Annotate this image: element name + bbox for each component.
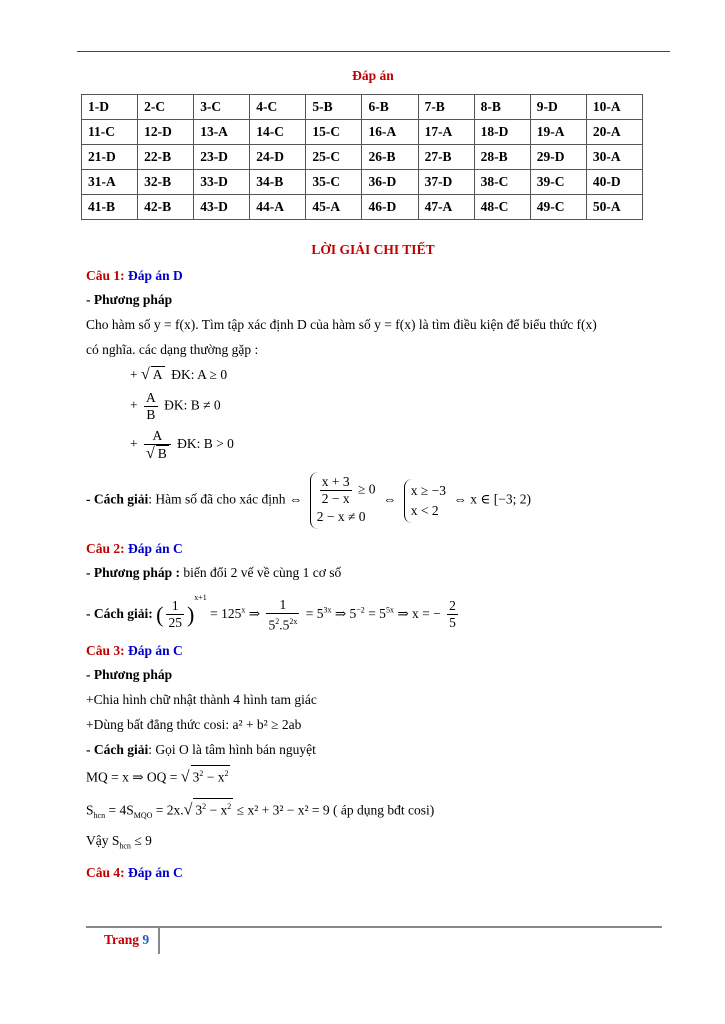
answer-cell: 14-C bbox=[250, 120, 306, 145]
answer-cell: 30-A bbox=[586, 145, 642, 170]
q2-method: - Phương pháp : biến đổi 2 vế về cùng 1 cơ số bbox=[86, 565, 342, 580]
answer-cell: 34-B bbox=[250, 170, 306, 195]
answer-cell: 33-D bbox=[194, 170, 250, 195]
answer-cell: 11-C bbox=[82, 120, 138, 145]
answer-cell: 32-B bbox=[138, 170, 194, 195]
answer-cell: 20-A bbox=[586, 120, 642, 145]
answer-cell: 19-A bbox=[530, 120, 586, 145]
answer-cell: 27-B bbox=[418, 145, 474, 170]
q1-text-2: có nghĩa. các dạng thường gặp : bbox=[86, 342, 259, 357]
q3-method-heading: - Phương pháp bbox=[86, 667, 173, 683]
answer-cell: 4-C bbox=[250, 95, 306, 120]
q1-solution: - Cách giải: Hàm số đã cho xác định ⇔ $\frac{x + 3}{2 - x}$ ≥ 0 2 − x ≠ 0 ⇔ x ≥ −3 x < 2 ⇔ x ∈ [−3; 2) bbox=[86, 472, 660, 529]
answer-cell: 16-A bbox=[362, 120, 418, 145]
answer-cell: 9-D bbox=[530, 95, 586, 120]
answer-cell: 13-A bbox=[194, 120, 250, 145]
answer-cell: 12-D bbox=[138, 120, 194, 145]
q1-text-1: Cho hàm số y = f(x). Tìm tập xác định D của hàm số y = f(x) là tìm điều kiện để biểu thức f(x) bbox=[86, 317, 597, 332]
q1-method-heading: - Phương pháp bbox=[86, 292, 173, 307]
answer-cell: 35-C bbox=[306, 170, 362, 195]
q1-case-sqrt: + √ A ĐK: A ≥ 0 bbox=[130, 366, 228, 383]
page-label: Trang bbox=[104, 932, 140, 947]
question-3-heading: Câu 3: Đáp án C bbox=[86, 643, 183, 659]
answer-cell: 1-D bbox=[82, 95, 138, 120]
answer-cell: 39-C bbox=[530, 170, 586, 195]
answer-cell: 38-C bbox=[474, 170, 530, 195]
footer-divider bbox=[158, 928, 160, 954]
question-4-heading: Câu 4: Đáp án C bbox=[86, 864, 183, 880]
q3-method-2: +Dùng bất đẳng thức cosi: a² + b² ≥ 2ab bbox=[86, 717, 302, 733]
q3-method-1: +Chia hình chữ nhật thành 4 hình tam giác bbox=[86, 692, 317, 708]
q1-case-fraction-sqrt: + $\frac{A}{√ B}$ ĐK: B > 0 bbox=[130, 428, 234, 462]
answer-cell: 23-D bbox=[194, 145, 250, 170]
answer-cell: 42-B bbox=[138, 195, 194, 220]
answer-cell: 29-D bbox=[530, 145, 586, 170]
q1-system-1: $\frac{x + 3}{2 - x}$ ≥ 0 2 − x ≠ 0 bbox=[310, 472, 376, 529]
answer-cell: 46-D bbox=[362, 195, 418, 220]
q1-case-fraction: + $\frac{A}{B}$ ĐK: B ≠ 0 bbox=[130, 390, 221, 422]
answer-cell: 17-A bbox=[418, 120, 474, 145]
question-2-heading: Câu 2: Đáp án C bbox=[86, 541, 183, 556]
answer-cell: 41-B bbox=[82, 195, 138, 220]
answer-key-title: Đáp án bbox=[352, 68, 394, 83]
answer-cell: 40-D bbox=[586, 170, 642, 195]
q3-equation-2: $S_{hcn} = 4S_{MQO} = 2x.√$ $3^2 - x^2 \le x^2 + 3^2 - x^2 = 9$ ( áp dụng bđt cosi) bbox=[86, 798, 660, 826]
answer-cell: 25-C bbox=[306, 145, 362, 170]
answer-row bbox=[82, 145, 643, 170]
answer-cell: 22-B bbox=[138, 145, 194, 170]
answer-cell: 28-B bbox=[474, 145, 530, 170]
page-content bbox=[86, 62, 660, 887]
answer-cell: 6-B bbox=[362, 95, 418, 120]
answer-row bbox=[82, 195, 643, 220]
answer-cell: 15-C bbox=[306, 120, 362, 145]
answer-cell: 43-D bbox=[194, 195, 250, 220]
answer-cell: 48-C bbox=[474, 195, 530, 220]
answer-cell: 45-A bbox=[306, 195, 362, 220]
question-1-heading: Câu 1: Đáp án D bbox=[86, 268, 183, 283]
footer-rule bbox=[86, 926, 662, 928]
answer-cell: 8-B bbox=[474, 95, 530, 120]
page-number: 9 bbox=[142, 932, 150, 947]
answer-cell: 47-A bbox=[418, 195, 474, 220]
answer-key-table bbox=[81, 94, 643, 220]
answer-row bbox=[82, 170, 643, 195]
answer-cell: 50-A bbox=[586, 195, 642, 220]
answer-cell: 24-D bbox=[250, 145, 306, 170]
answer-row bbox=[82, 95, 643, 120]
answer-cell: 44-A bbox=[250, 195, 306, 220]
answer-cell: 21-D bbox=[82, 145, 138, 170]
solutions-title: LỜI GIẢI CHI TIẾT bbox=[311, 242, 435, 257]
q3-conclusion: Vậy $S_{hcn} \le 9$ bbox=[86, 832, 152, 851]
q3-equation-1: MQ = x ⇒ OQ = √ $3^2 - x^2$ bbox=[86, 765, 660, 788]
answer-cell: 2-C bbox=[138, 95, 194, 120]
page-footer bbox=[104, 932, 149, 948]
answer-cell: 37-D bbox=[418, 170, 474, 195]
answer-cell: 36-D bbox=[362, 170, 418, 195]
q3-solution: - Cách giải: Gọi O là tâm hình bán nguyệt bbox=[86, 742, 316, 758]
answer-cell: 49-C bbox=[530, 195, 586, 220]
answer-row bbox=[82, 120, 643, 145]
q2-solution: - Cách giải: ( $\frac{1}{25}$ )$^{x+1} = 125^x$ ⇒ $\frac{1}{5^2.5^{2x}}$ = $5^{3x}$ ⇒ $5^{-2} = 5^{5x}$ ⇒ x = − $\frac{2}{5}$ bbox=[86, 593, 456, 633]
q1-system-2: x ≥ −3 x < 2 bbox=[404, 479, 446, 523]
answer-cell: 26-B bbox=[362, 145, 418, 170]
answer-cell: 10-A bbox=[586, 95, 642, 120]
answer-cell: 5-B bbox=[306, 95, 362, 120]
answer-cell: 31-A bbox=[82, 170, 138, 195]
header-rule bbox=[77, 51, 670, 52]
answer-cell: 7-B bbox=[418, 95, 474, 120]
answer-cell: 18-D bbox=[474, 120, 530, 145]
answer-cell: 3-C bbox=[194, 95, 250, 120]
